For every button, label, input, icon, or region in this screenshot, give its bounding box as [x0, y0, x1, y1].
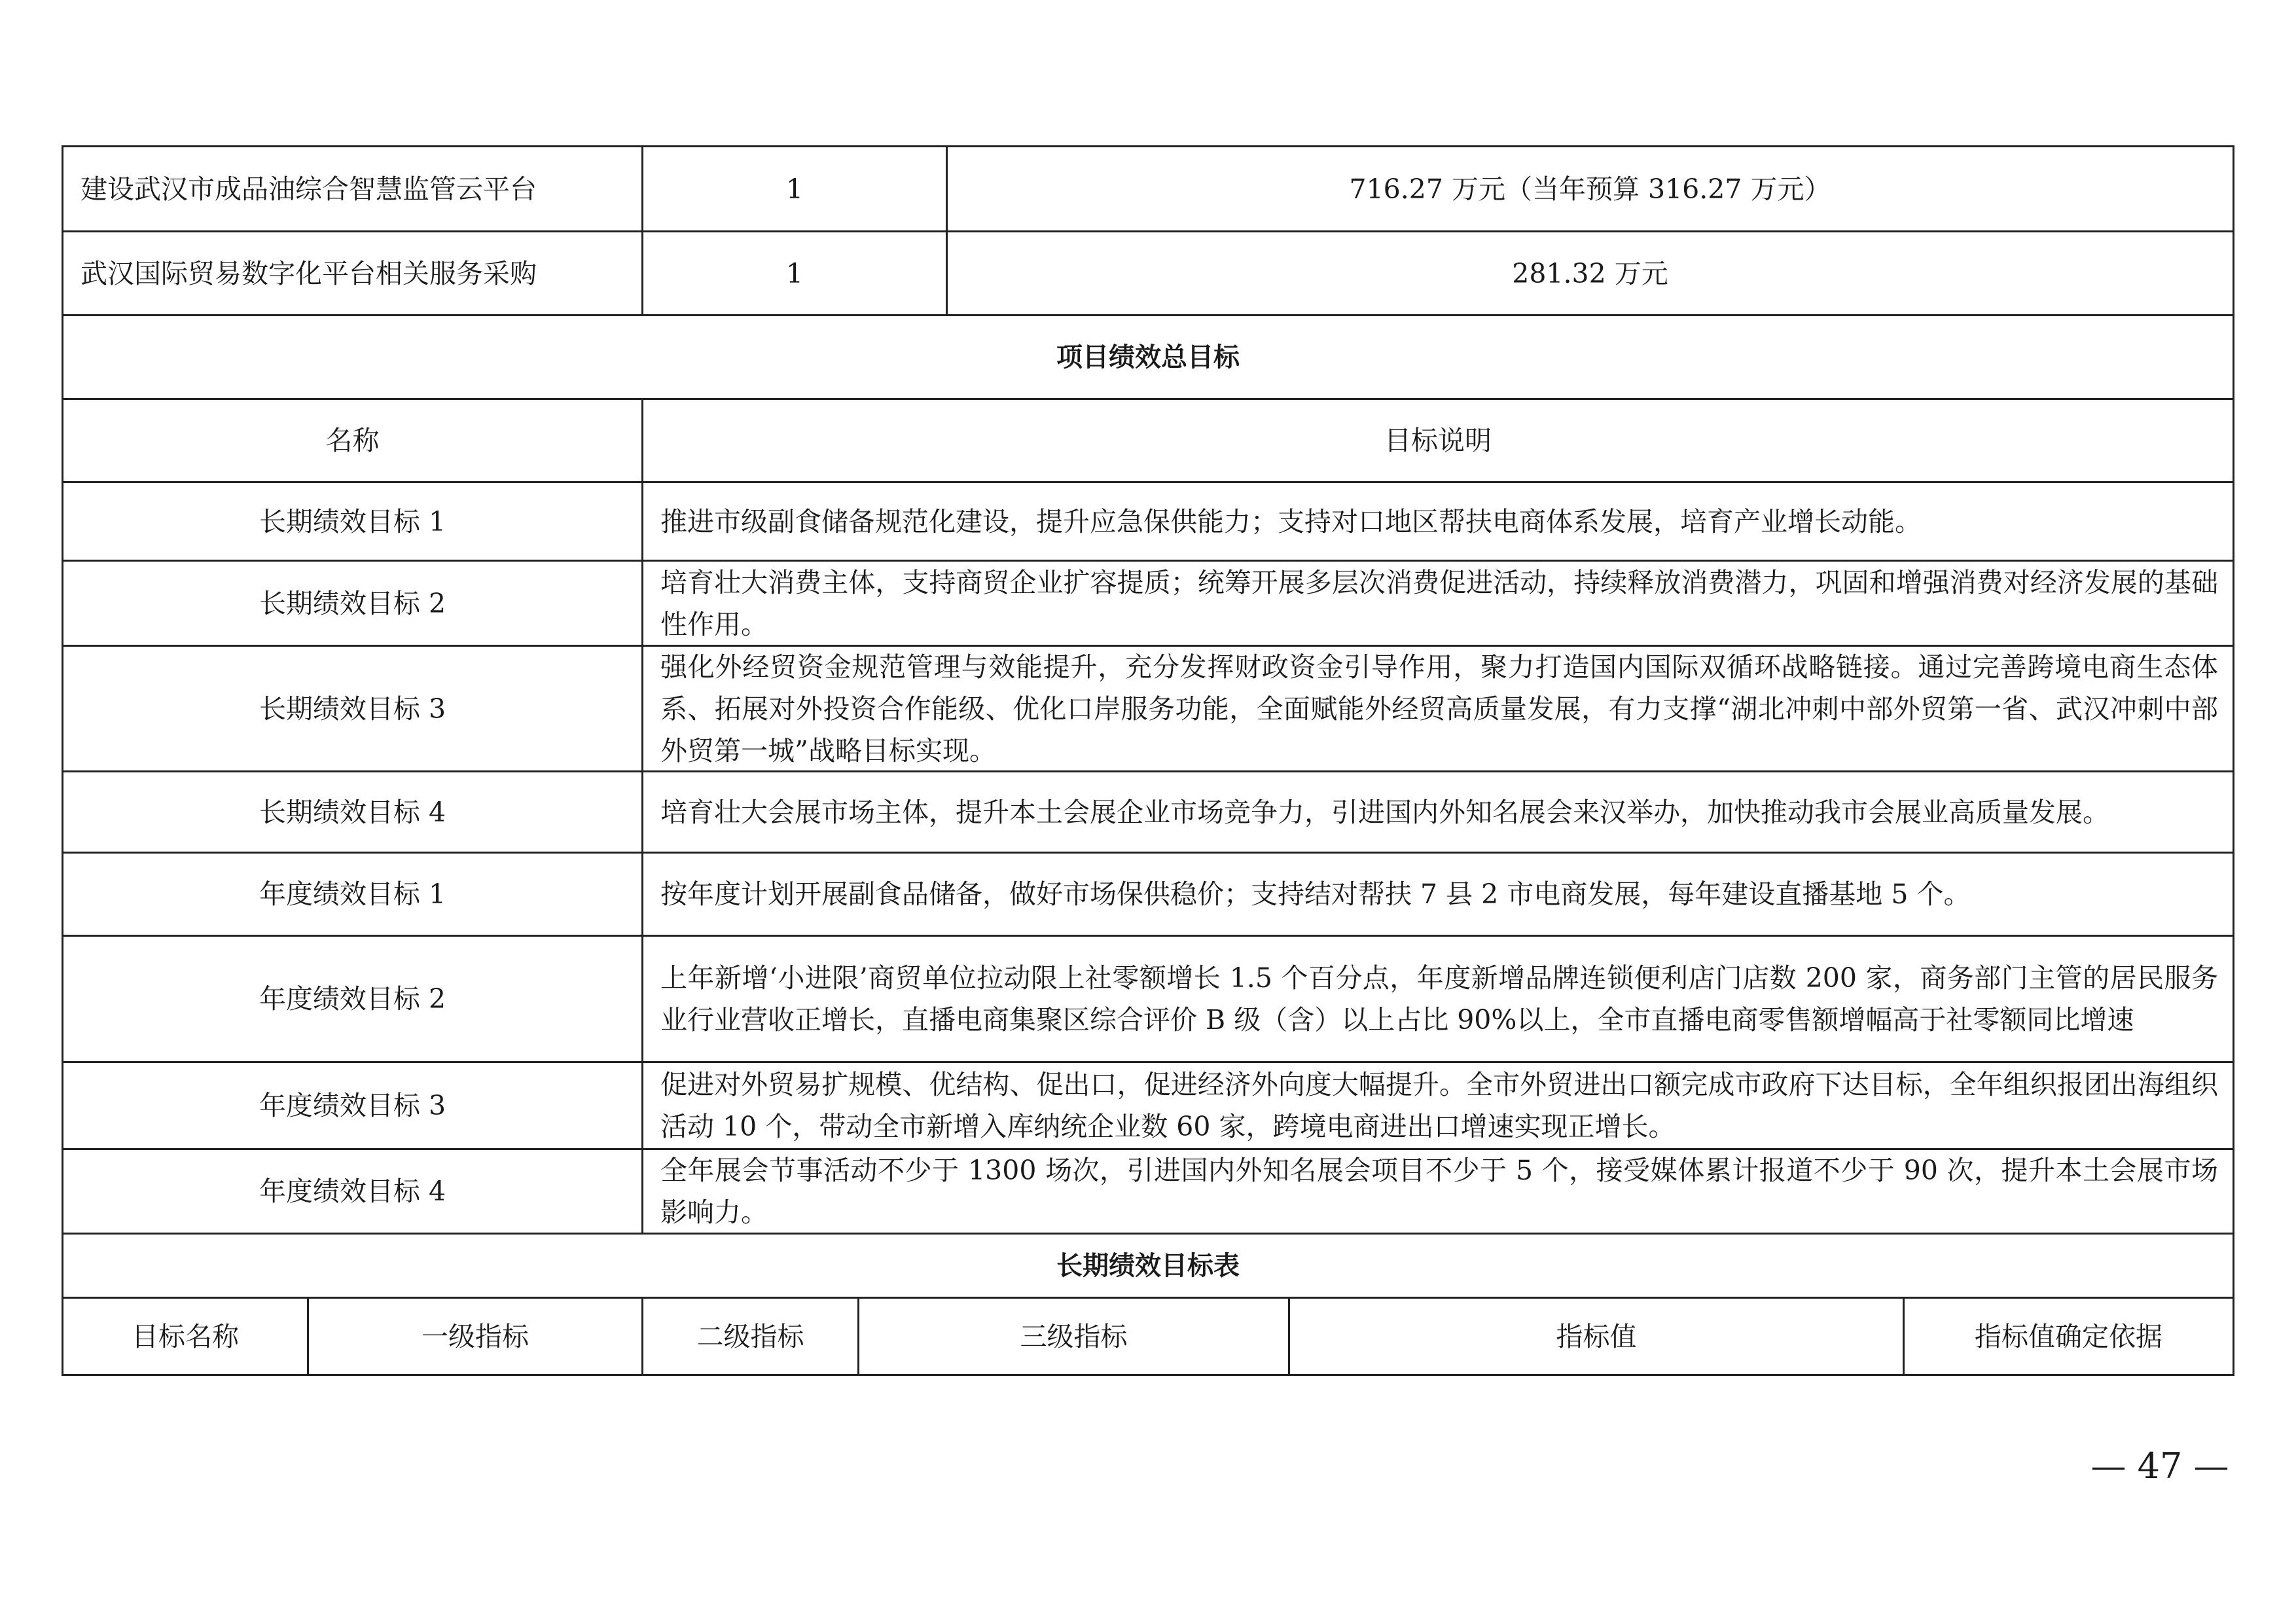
table-row — [63, 1148, 2233, 1233]
goal-desc: 强化外经贸资金规范管理与效能提升，充分发挥财政资金引导作用，聚力打造国内国际双循环战略链接。通过完善跨境电商生态体系、拓展对外投资合作能级、优化口岸服务功能，全面赋能外经贸高质量发展，有力支撑“湖北冲刺中部外贸第一省、武汉冲刺中部外贸第一城”战略目标实现。 — [641, 647, 2233, 770]
page-number-dash: — — [2090, 1445, 2126, 1487]
table-row — [63, 1061, 2233, 1148]
column-header-desc: 目标说明 — [641, 400, 2233, 481]
table-row — [63, 147, 2233, 230]
column-header: 指标值确定依据 — [1903, 1299, 2233, 1374]
table-row — [63, 481, 2233, 560]
goal-desc: 培育壮大消费主体，支持商贸企业扩容提质；统筹开展多层次消费促进活动，持续释放消费潜力，巩固和增强消费对经济发展的基础性作用。 — [641, 562, 2233, 645]
page-number — [2081, 1445, 2238, 1487]
table-row — [63, 770, 2233, 852]
goal-desc: 按年度计划开展副食品储备，做好市场保供稳价；支持结对帮扶 7 县 2 市电商发展，每年建设直播基地 5 个。 — [641, 854, 2233, 935]
goal-name: 长期绩效目标 2 — [259, 587, 446, 619]
column-header: 目标名称 — [132, 1320, 239, 1352]
table-row — [63, 852, 2233, 935]
goal-name: 年度绩效目标 4 — [259, 1176, 446, 1207]
section-title-row — [63, 1233, 2233, 1297]
column-header-name: 名称 — [325, 425, 380, 456]
table-header-row — [63, 398, 2233, 481]
goal-desc: 培育壮大会展市场主体，提升本土会展企业市场竞争力，引进国内外知名展会来汉举办，加快推动我市会展业高质量发展。 — [641, 772, 2233, 852]
section-title-row — [63, 314, 2233, 398]
goal-name: 长期绩效目标 3 — [259, 693, 446, 725]
table-row — [63, 560, 2233, 645]
column-header: 三级指标 — [857, 1299, 1288, 1374]
goal-desc: 上年新增‘小进限’商贸单位拉动限上社零额增长 1.5 个百分点，年度新增品牌连锁便利店门店数 200 家，商务部门主管的居民服务业行业营收正增长，直播电商集聚区综合评价 B 级（含）以上占比 90%以上，全市直播电商零售额增幅高于社零额同比增速 — [641, 937, 2233, 1061]
goal-name: 长期绩效目标 1 — [259, 505, 446, 537]
section-title: 项目绩效总目标 — [1056, 342, 1240, 372]
item-qty: 1 — [641, 147, 946, 230]
table-header-row — [63, 1297, 2233, 1374]
column-header: 一级指标 — [307, 1299, 641, 1374]
column-header: 指标值 — [1288, 1299, 1903, 1374]
goal-desc: 促进对外贸易扩规模、优结构、促出口，促进经济外向度大幅提升。全市外贸进出口额完成市政府下达目标，全年组织报团出海组织活动 10 个，带动全市新增入库纳统企业数 60 家，跨境电商进出口增速实现正增长。 — [641, 1063, 2233, 1148]
item-name: 建设武汉市成品油综合智慧监管云平台 — [81, 173, 537, 205]
table-row — [63, 230, 2233, 314]
table-row — [63, 645, 2233, 770]
column-header: 二级指标 — [641, 1299, 857, 1374]
page-number-dash: — — [2193, 1445, 2229, 1487]
item-qty: 1 — [641, 232, 946, 314]
goal-name: 年度绩效目标 1 — [259, 878, 446, 910]
table-row — [63, 935, 2233, 1061]
goal-name: 长期绩效目标 4 — [259, 796, 446, 828]
goal-desc: 推进市级副食储备规范化建设，提升应急保供能力；支持对口地区帮扶电商体系发展，培育产业增长动能。 — [641, 483, 2233, 560]
section-title: 长期绩效目标表 — [1056, 1250, 1240, 1281]
item-amount: 716.27 万元（当年预算 316.27 万元） — [946, 147, 2233, 230]
page-number-value: 47 — [2137, 1445, 2183, 1487]
item-name: 武汉国际贸易数字化平台相关服务采购 — [81, 257, 537, 289]
performance-table — [62, 145, 2234, 1376]
goal-name: 年度绩效目标 3 — [259, 1090, 446, 1121]
goal-name: 年度绩效目标 2 — [259, 983, 446, 1015]
goal-desc: 全年展会节事活动不少于 1300 场次，引进国内外知名展会项目不少于 5 个，接受媒体累计报道不少于 90 次，提升本土会展市场影响力。 — [641, 1150, 2233, 1233]
item-amount: 281.32 万元 — [946, 232, 2233, 314]
